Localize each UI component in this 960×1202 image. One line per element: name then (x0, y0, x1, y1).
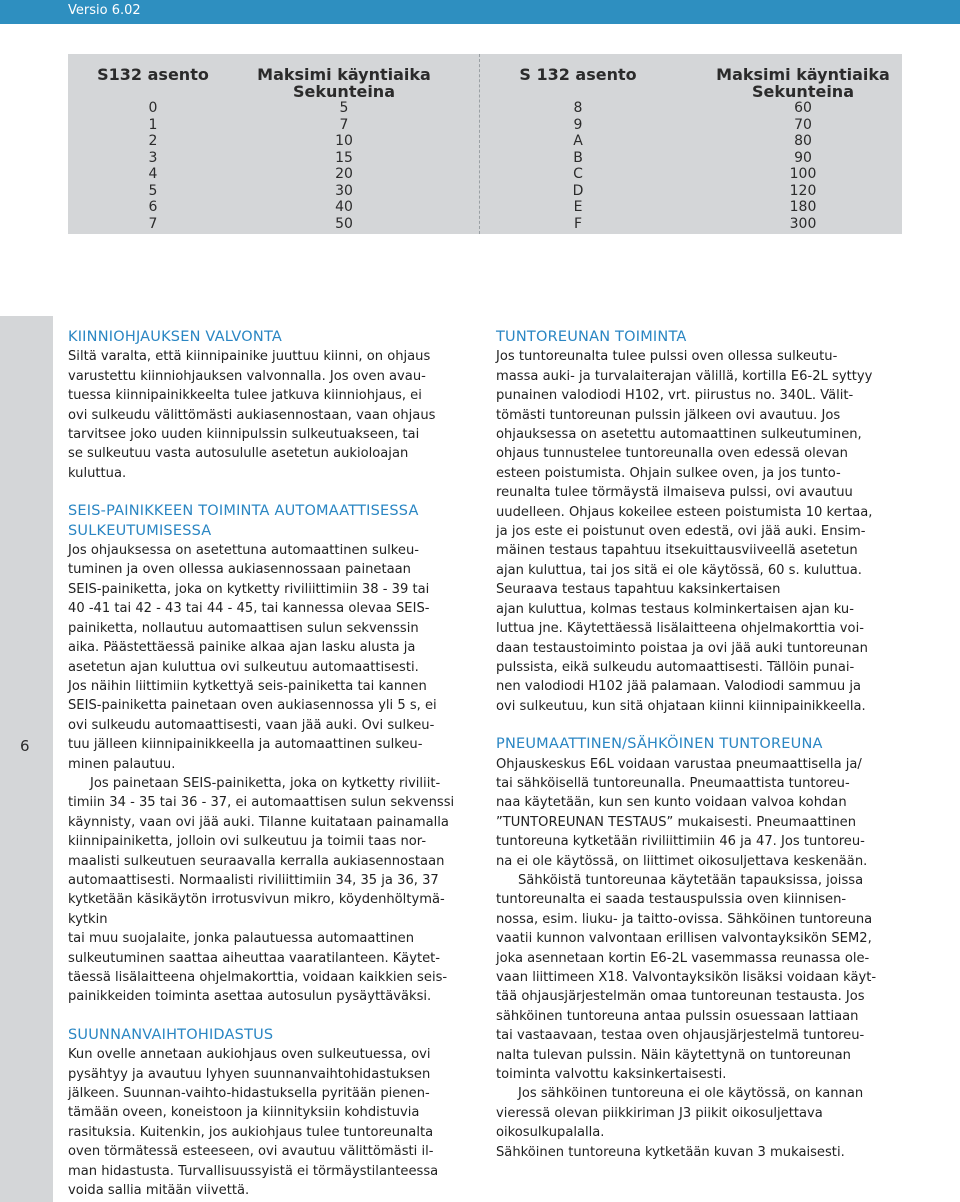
left-text-column (68, 328, 482, 1200)
text-line: Jos tuntoreunalta tulee pulssi oven ollessa sulkeutu- (496, 349, 838, 365)
text-line: Kun ovelle annetaan aukiohjaus oven sulkeutuessa, ovi (68, 1047, 431, 1063)
text-line: ohjauksessa on asetettu automaattinen sulkeutuminen, (496, 427, 862, 443)
table-right-time-column (708, 54, 898, 232)
table-cell: 15 (335, 149, 353, 166)
text-line: toiminta valvottu kaksinkertaisesti. (496, 1067, 727, 1083)
text-line: ajan kuluttua, tai jos sitä ei ole käytössä, 60 s. kuluttua. (496, 562, 862, 578)
top-bar (0, 0, 960, 24)
table-right-position-column (488, 54, 668, 232)
text-line: tai muu suojalaite, jonka palautuessa automaattinen (68, 931, 415, 947)
table-left-times (246, 100, 442, 232)
text-line: Jos näihin liittimiin kytkettyä seis-painiketta tai kannen (68, 678, 427, 694)
paragraph-suunnanvaihto (68, 1045, 482, 1200)
table-cell: 80 (794, 133, 812, 149)
text-line: rasituksia. Kuitenkin, jos aukiohjaus tulee tuntoreunalta (68, 1124, 434, 1140)
table-cell: B (573, 149, 583, 166)
text-line: tuu jälleen kiinnipainikkeella ja automaattinen sulkeu- (68, 737, 423, 753)
table-cell: 100 (789, 166, 817, 182)
table-cell: E (573, 199, 583, 215)
text-line: tömästi tuntoreunan pulssin jälkeen ovi avautuu. Jos (496, 407, 841, 423)
table-right-positions (488, 100, 668, 232)
text-line: ovi sulkeudu automaattisesti, vaan jää auki. Ovi sulkeu- (68, 717, 435, 733)
text-line: täessä lisälaitteena ohjelmakorttia, voidaan kaikkien seis- (68, 970, 448, 985)
table-cell: D (572, 182, 584, 199)
text-line: vaan liittimeen X18. Valvontayksikön lisäksi voidaan käyt- (496, 970, 877, 985)
table-right-time-header (708, 54, 898, 106)
text-line: tuntoreuna kytketään riviliittimiin 46 ja 47. Jos tuntoreu- (496, 834, 865, 850)
text-line: ”TUNTOREUNAN TESTAUS” mukaisesti. Pneumaattinen (496, 814, 857, 830)
table-left-position-column (68, 54, 238, 232)
table-cell: 6 (148, 199, 158, 215)
text-line: esteen poistumista. Ohjain sulkee oven, ja jos tunto- (496, 465, 841, 481)
text-line: punainen valodiodi H102, vrt. piirustus no. 340L. Välit- (496, 388, 854, 404)
text-line: reunalta tulee törmäystä ilmaiseva pulssi, ovi avautuu (496, 485, 853, 501)
paragraph-seis-1 (68, 541, 482, 774)
text-line: painikkeiden toiminta asettaa autosulun pysäyttäväksi. (68, 989, 432, 1005)
text-line: uudelleen. Ohjaus kokeilee esteen poistumista 10 kertaa, (496, 504, 873, 520)
text-line: SEIS-painiketta, joka on kytketty riviliittimiin 38 - 39 tai (68, 581, 430, 597)
table-cell: 3 (148, 149, 158, 166)
timing-table (68, 54, 902, 234)
text-line: painiketta, nollautuu automaattisen sulun sekvenssin (68, 620, 419, 636)
table-cell: 7 (148, 215, 158, 232)
text-line: joka asennetaan kortin E6-2L vasemmassa reunassa ole- (496, 950, 870, 966)
text-line: sähköinen tuntoreuna antaa pulssin osuessaan lattiaan (496, 1008, 859, 1024)
table-left-position-header: S132 asento (97, 65, 209, 84)
paragraph-tuntoreuna (496, 347, 906, 716)
table-cell: 180 (789, 199, 817, 215)
table-header-line: Sekunteina (752, 82, 854, 101)
text-line: vaatii kunnon valvontaan erillisen valvontayksikön SEM2, (496, 931, 872, 947)
text-line: pulssista, eikä sulkeudu automaattisesti. Tällöin punai- (496, 659, 855, 675)
text-line: varustettu kiinniohjauksen valvonnalla. Jos oven avau- (68, 368, 426, 384)
table-cell: 20 (335, 166, 353, 182)
text-line: tai sähköisellä tuntoreunalla. Pneumaattista tuntoreu- (496, 775, 850, 791)
right-text-column (496, 328, 906, 1162)
paragraph-sahkoinen-oikosulku (496, 1084, 906, 1162)
text-line: automaattisesti. Normaalisti riviliittimiin 34, 35 ja 36, 37 (68, 872, 439, 888)
text-line: Sähköistä tuntoreunaa käytetään tapauksissa, joissa (518, 872, 864, 888)
text-line: nalta tulevan pulssin. Näin käytettynä on tuntoreunan (496, 1047, 851, 1063)
text-line: maalisti sulkeutuen seuraavalla kerralla aukiasennostaan (68, 853, 445, 869)
text-line: se sulkeutuu vasta autosululle asetetun aukioloajan (68, 446, 409, 462)
text-line: minen palautuu. (68, 756, 176, 772)
text-line: tuntoreunalta ei saada testauspulssia oven kiinnisen- (496, 892, 847, 908)
text-line: mäinen testaus tapahtuu itsekuittausviiveellä asetetun (496, 543, 858, 559)
text-line: sulkeutuminen saattaa aiheuttaa vaaratilanteen. Käytet- (68, 950, 440, 966)
table-divider (479, 54, 480, 234)
text-line: Seuraava testaus tapahtuu kaksinkertaisen (496, 582, 781, 598)
table-right-times (708, 100, 898, 232)
table-cell: 10 (335, 133, 353, 149)
heading-pneumaattinen-sahkoinen: PNEUMAATTINEN/SÄHKÖINEN TUNTOREUNA (496, 736, 823, 753)
table-cell: 7 (339, 116, 349, 133)
text-line: kytkin (68, 911, 108, 927)
text-line: pysähtyy ja avautuu lyhyen suunnanvaihtohidastuksen (68, 1066, 431, 1082)
text-line: vieressä olevan piikkiriman J3 piikit oikosuljettava (496, 1105, 823, 1121)
table-cell: F (573, 215, 583, 232)
text-line: oven törmätessä esteeseen, ovi avautuu välittömästi il- (68, 1144, 434, 1160)
heading-tuntoreunan-toiminta: TUNTOREUNAN TOIMINTA (496, 329, 687, 345)
text-line: tuessa kiinnipainikkeelta tulee jatkuva kiinniohjaus, ei (68, 388, 422, 404)
text-line: Siltä varalta, että kiinnipainike juuttuu kiinni, on ohjaus (68, 349, 431, 365)
text-line: man hidastusta. Turvallisuussyistä ei törmäystilanteessa (68, 1163, 439, 1179)
table-right-position-header: S 132 asento (519, 65, 637, 84)
table-cell: 120 (789, 182, 817, 199)
heading-seis-painike (68, 502, 482, 541)
table-cell: 40 (335, 199, 353, 215)
table-left-positions (68, 100, 238, 232)
text-line: voida sallia mitään viivettä. (68, 1183, 250, 1199)
text-line: ovi sulkeudu välittömästi aukiasennostaan, vaan ohjaus (68, 407, 436, 423)
version-label: Versio 6.02 (68, 3, 141, 18)
table-cell: 5 (148, 182, 158, 199)
text-line: timiin 34 - 35 tai 36 - 37, ei automaattisen sulun sekvenssi (68, 795, 455, 811)
table-left-time-column (246, 54, 442, 232)
table-cell: 60 (794, 100, 812, 116)
text-line: nossa, esim. liuku- ja taitto-ovissa. Sähköinen tuntoreuna (496, 911, 873, 927)
text-line: käynnisty, vaan ovi jää auki. Tilanne kuitataan painamalla (68, 814, 449, 830)
table-header-line: Sekunteina (293, 82, 395, 101)
text-line: tai vastaavaan, testaa oven ohjausjärjestelmä tuntoreu- (496, 1028, 865, 1044)
table-cell: 2 (148, 133, 158, 149)
text-line: Ohjauskeskus E6L voidaan varustaa pneumaattisella ja/ (496, 756, 862, 772)
paragraph-pneumaattinen (496, 755, 906, 871)
paragraph-kiinniohjaus (68, 347, 482, 483)
table-cell: 5 (339, 100, 349, 116)
heading-line: SEIS-PAINIKKEEN TOIMINTA AUTOMAATTISESSA (68, 503, 419, 520)
text-line: kuluttua. (68, 465, 127, 481)
text-line: ja jos este ei poistunut oven edestä, ovi jää auki. Ensim- (496, 524, 866, 540)
paragraph-sahkoinen (496, 871, 906, 1084)
text-line: tää ohjausjärjestelmän omaa tuntoreunan testausta. Jos (496, 989, 865, 1005)
table-cell: 70 (794, 116, 812, 133)
text-line: ohjaus tunnustelee tuntoreunalla oven edessä olevan (496, 446, 848, 462)
text-line: oikosulkupalalla. (496, 1125, 605, 1141)
text-line: tuminen ja oven ollessa aukiasennossaan painetaan (68, 562, 411, 578)
text-line: tarvitsee joko uuden kiinnipulssin sulkeutuakseen, tai (68, 427, 420, 443)
text-line: ajan kuluttua, kolmas testaus kolminkertaisen ajan ku- (496, 601, 854, 617)
text-line: ovi sulkeutuu, kun sitä ohjataan kiinni kiinnipainikkeella. (496, 698, 866, 714)
heading-suunnanvaihtohidastus: SUUNNANVAIHTOHIDASTUS (68, 1026, 274, 1043)
table-cell: A (573, 133, 583, 149)
text-line: Jos ohjauksessa on asetettuna automaattinen sulkeu- (68, 543, 419, 559)
text-line: daan testaustoiminto poistaa ja ovi jää auki tuntoreunan (496, 640, 868, 656)
table-cell: 1 (148, 116, 158, 133)
table-left-time-header (246, 54, 442, 106)
text-line: jälkeen. Suunnan-vaihto-hidastuksella pyritään pienen- (68, 1086, 430, 1102)
table-cell: 0 (148, 100, 158, 116)
table-cell: 8 (573, 100, 583, 116)
text-line: Sähköinen tuntoreuna kytketään kuvan 3 mukaisesti. (496, 1144, 845, 1160)
text-line: kytketään käsikäytön irrotusvivun mikro, köydenhöltymä- (68, 892, 445, 908)
table-cell: 300 (789, 215, 817, 232)
text-line: massa auki- ja turvalaiterajan välillä, kortilla E6-2L syttyy (496, 368, 873, 384)
chapter-number: 6 (20, 737, 30, 755)
text-line: 40 -41 tai 42 - 43 tai 44 - 45, tai kannessa olevaa SEIS- (68, 601, 430, 617)
table-header-line: Maksimi käyntiaika (716, 65, 890, 84)
text-line: tämään oveen, koneistoon ja kiinnityksiin kohdistuvia (68, 1105, 420, 1121)
heading-line: SULKEUTUMISESSA (68, 522, 212, 539)
table-cell: 30 (335, 182, 353, 199)
text-line: luttua jne. Käytettäessä lisälaitteena ohjelmakorttia voi- (496, 621, 864, 637)
text-line: na ei ole käytössä, on liittimet oikosuljettava keskenään. (496, 853, 868, 869)
heading-kiinniohjauksen-valvonta: KIINNIOHJAUKSEN VALVONTA (68, 329, 283, 345)
text-line: kiinnipainiketta, jolloin ovi sulkeutuu ja toimii taas nor- (68, 834, 427, 850)
table-cell: C (573, 166, 583, 182)
text-line: Jos painetaan SEIS-painiketta, joka on kytketty riviliit- (90, 775, 441, 791)
table-cell: 90 (794, 149, 812, 166)
text-line: Jos sähköinen tuntoreuna ei ole käytössä, on kannan (518, 1086, 864, 1102)
table-header-line: Maksimi käyntiaika (257, 65, 431, 84)
table-cell: 50 (335, 215, 353, 232)
chapter-side-tab (0, 316, 53, 1202)
text-line: naa käytetään, kun sen kunto voidaan valvoa kohdan (496, 795, 847, 811)
table-cell: 9 (573, 116, 583, 133)
text-line: asetetun ajan kuluttua ovi sulkeutuu automaattisesti. (68, 659, 419, 675)
text-line: nen valodiodi H102 jää palamaan. Valodiodi sammuu ja (496, 679, 862, 695)
text-line: SEIS-painiketta painetaan oven aukiasennossa yli 5 s, ei (68, 698, 437, 714)
text-line: aika. Päästettäessä painike alkaa ajan lasku alusta ja (68, 640, 416, 656)
table-cell: 4 (148, 166, 158, 182)
paragraph-seis-2 (68, 774, 482, 1007)
